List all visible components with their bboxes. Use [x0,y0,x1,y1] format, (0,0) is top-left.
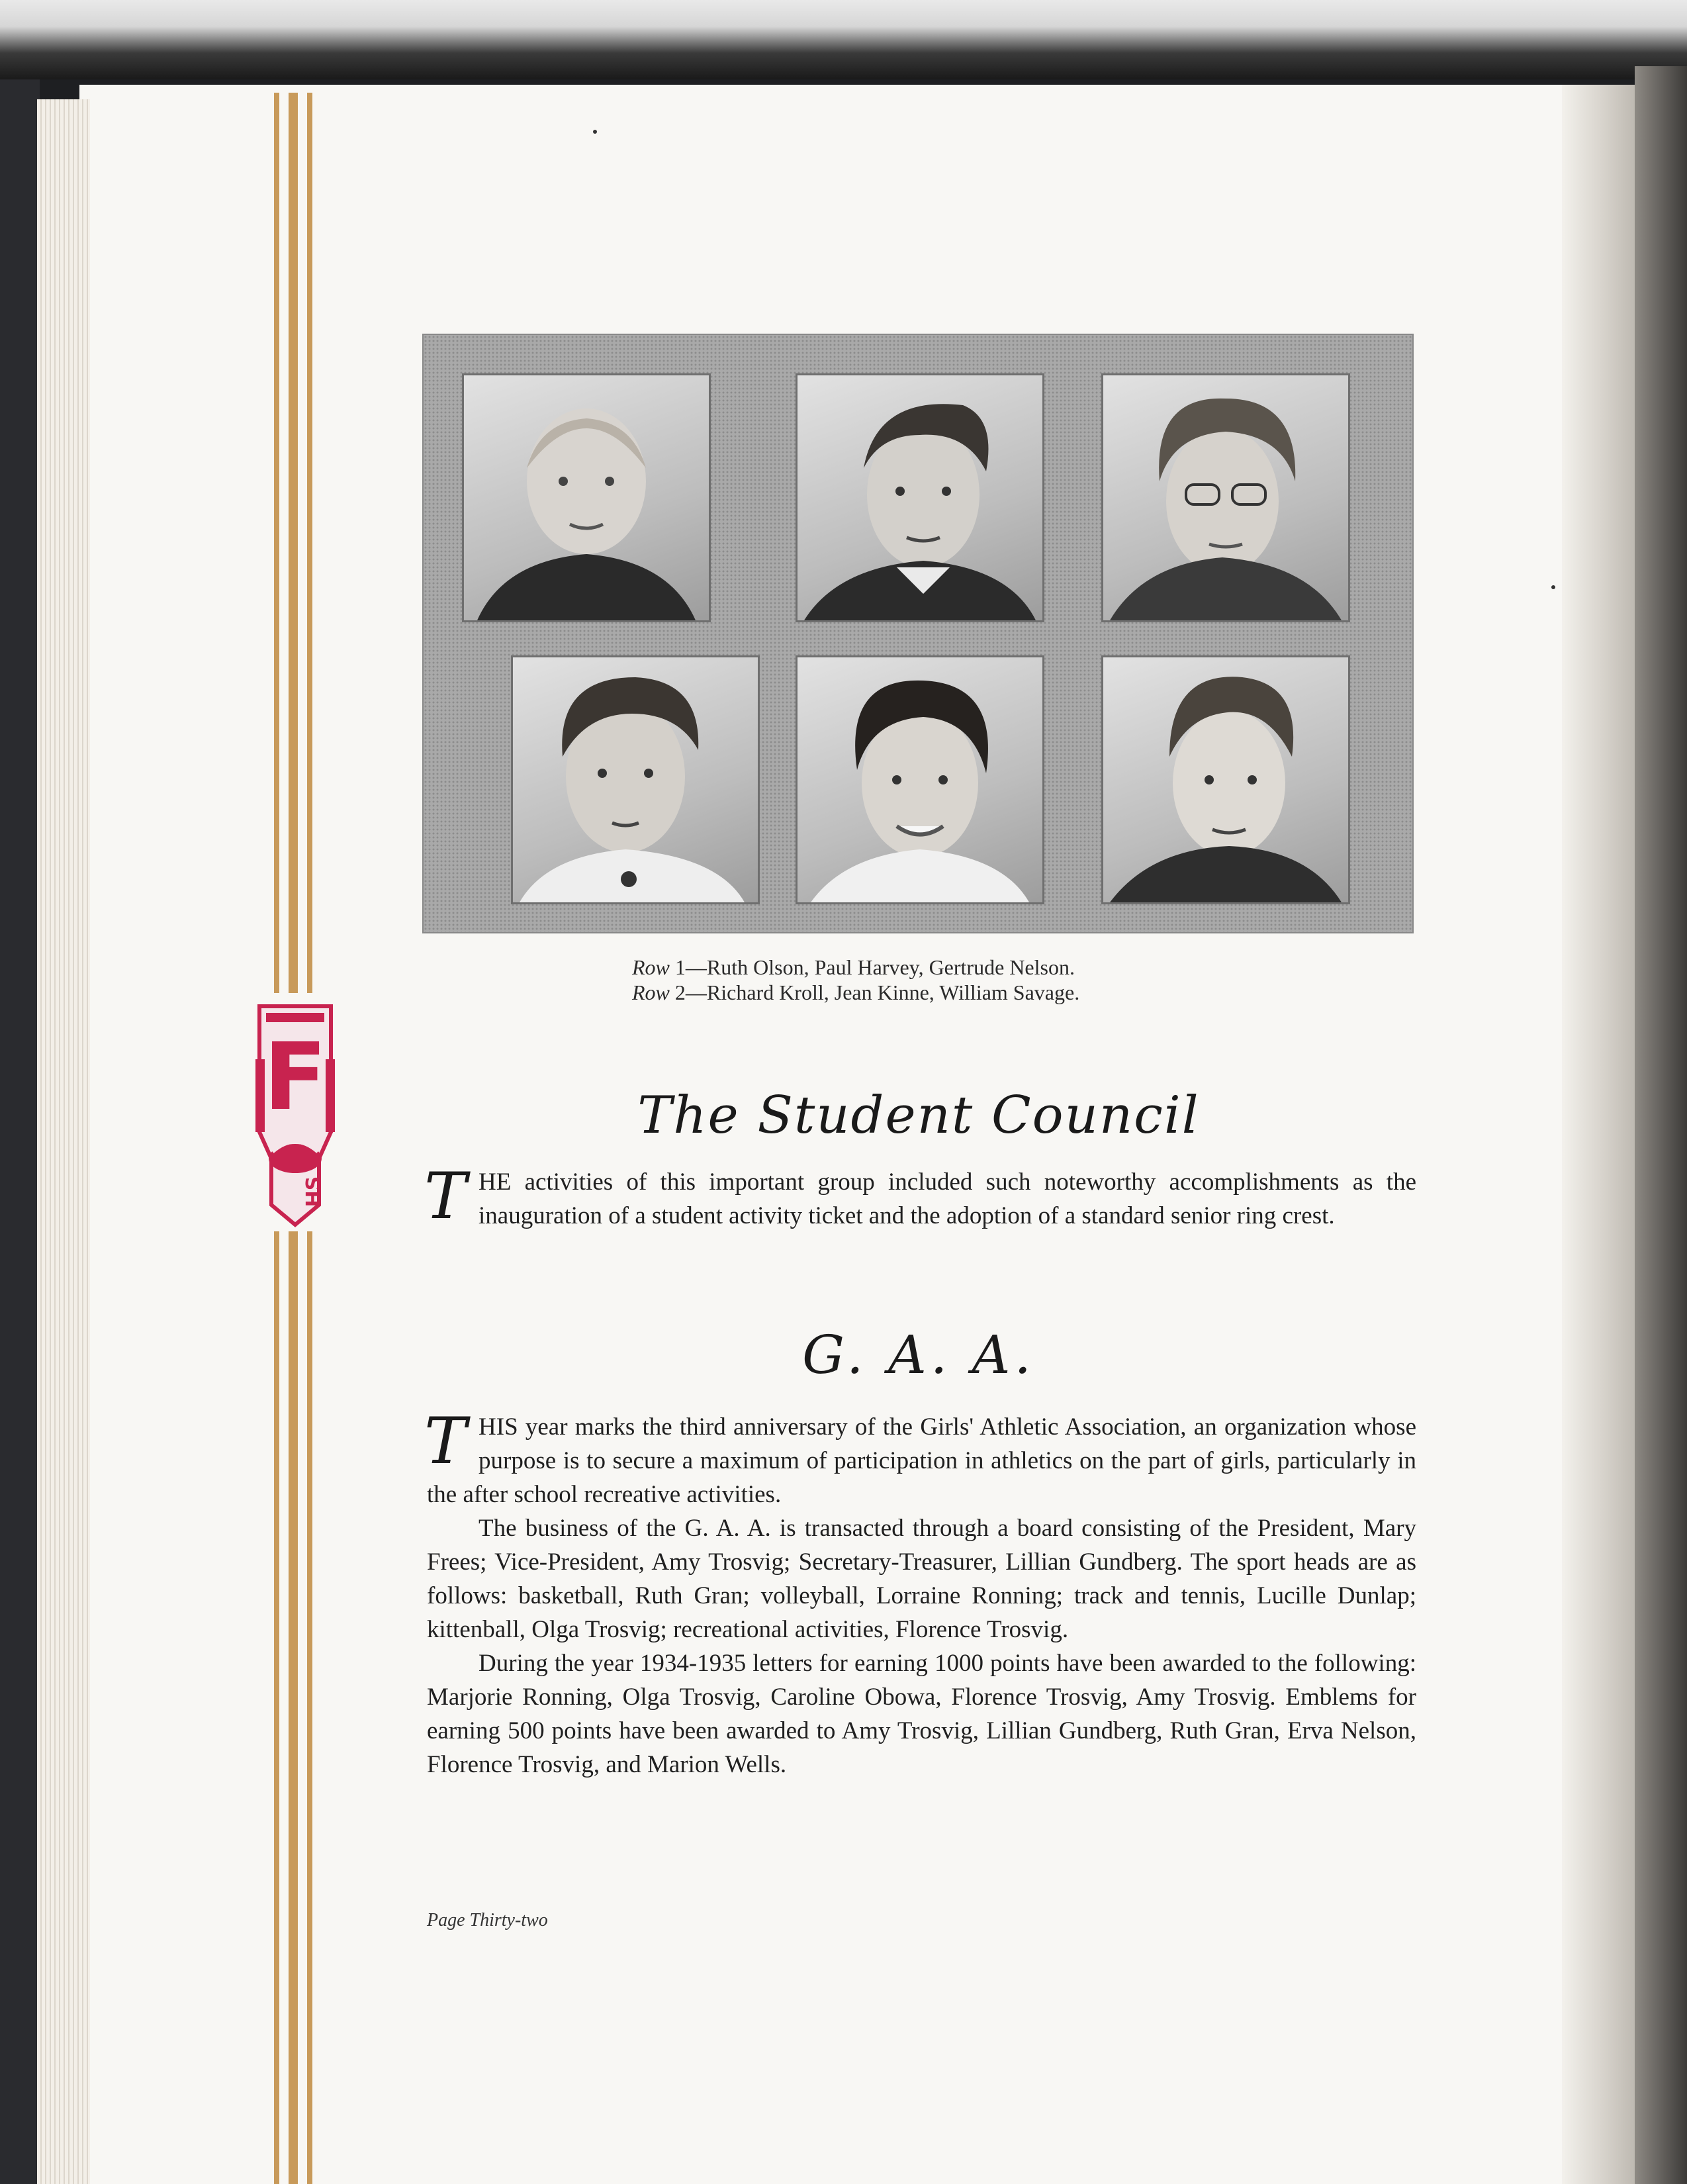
paragraph-text: HE activities of this important group included such noteworthy accomplishments as the inauguration of a student activity ticket and the adoption of a standard senior ring crest. [479,1168,1416,1229]
gaa-paragraph-3: During the year 1934-1935 letters for earning 1000 points have been awarded to the following: Marjorie Ronning, Olga Trosvig, Caroline Obowa, Florence Trosvig, Amy Trosvig. Emblems for earning 500 points have been awarded to Amy Trosvig, Lillian Gundberg, Ruth Gran, Erva Nelson, Florence Trosvig, and Marion Wells. [427,1650,1416,1778]
photo-caption-row-2 [632,980,1228,1005]
book-top-edge [0,0,1687,79]
crest-letter: F [263,1023,327,1131]
portrait-photo [511,655,760,904]
page-edges [37,99,90,2184]
student-council-paragraph [424,1159,1416,1233]
book-cover-edge [0,79,40,2184]
caption-row-label: Row [632,980,670,1004]
portrait-photo [462,373,711,622]
photo-caption-row-1 [632,955,1228,980]
portrait-photo [1101,373,1350,622]
council-photo-panel [422,334,1414,933]
gaa-paragraph-1 [424,1404,1416,1511]
portrait-photo [796,655,1044,904]
gaa-section [424,1404,1416,1781]
fhs-crest-emblem [240,993,351,1231]
gaa-heading: G. A. A. [802,1324,1035,1386]
student-council-heading: The Student Council [637,1086,1200,1145]
caption-row-names: 2—Richard Kroll, Jean Kinne, William Savage. [669,980,1080,1004]
portrait-photo [796,373,1044,622]
caption-row-names: 1—Ruth Olson, Paul Harvey, Gertrude Nelson. [669,955,1075,979]
print-speck [593,130,597,134]
caption-row-label: Row [632,955,670,979]
paragraph-text: HIS year marks the third anniversary of the Girls' Athletic Association, an organization whose purpose is to secure a maximum of participation in athletics on the part of girls, particularly in the after school recreative activities. [427,1413,1416,1508]
page-number: Page Thirty-two [427,1910,548,1930]
crest-initials: HS [302,1176,326,1208]
gaa-paragraph-2: The business of the G. A. A. is transacted through a board consisting of the President, Mary Frees; Vice-President, Amy Trosvig; Secretary-Treasurer, Lillian Gundberg. The sport heads are as follows: basketball, Ruth Gran; volleyball, Lorraine Ronning; track and tennis, Lucille Dunlap; kittenball, Olga Trosvig; recreational activities, Florence Trosvig. [427,1515,1416,1643]
drop-cap: T [424,1404,467,1478]
facing-page-edge [1635,66,1687,2184]
drop-cap: T [424,1159,467,1233]
print-speck [1551,585,1555,589]
portrait-photo [1101,655,1350,904]
